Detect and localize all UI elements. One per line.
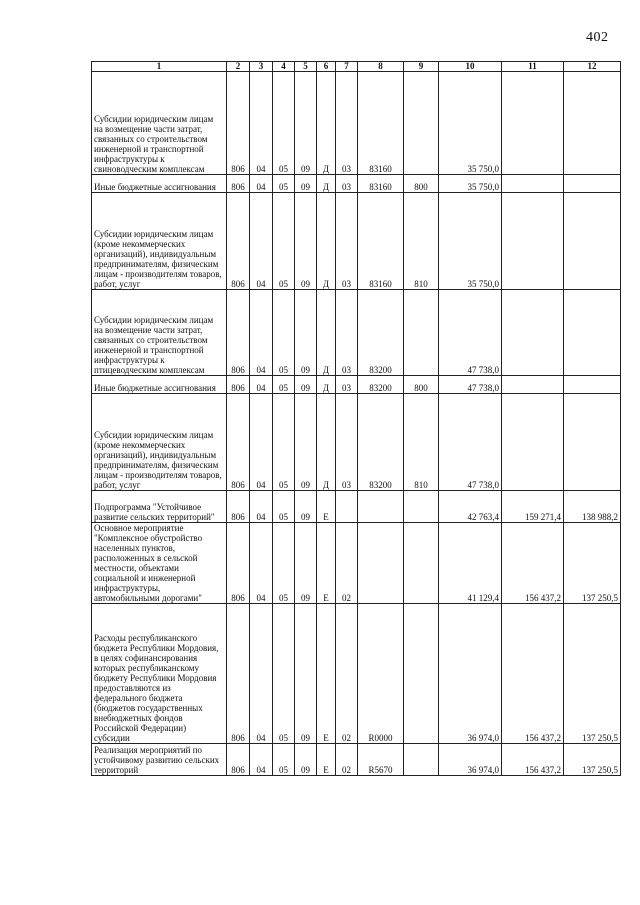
cell-c2: 806 bbox=[227, 290, 250, 376]
cell-c12: 138 988,2 bbox=[564, 491, 621, 523]
cell-c4: 05 bbox=[273, 175, 295, 193]
cell-c9: 810 bbox=[404, 193, 439, 290]
cell-c6: Е bbox=[317, 523, 336, 604]
cell-c12: 137 250,5 bbox=[564, 523, 621, 604]
cell-c2: 806 bbox=[227, 744, 250, 776]
cell-c12 bbox=[564, 290, 621, 376]
cell-c9 bbox=[404, 290, 439, 376]
cell-c3: 04 bbox=[250, 290, 273, 376]
table-row bbox=[92, 394, 621, 491]
table-row bbox=[92, 744, 621, 776]
cell-c9: 800 bbox=[404, 376, 439, 394]
cell-c2: 806 bbox=[227, 394, 250, 491]
row-name: Основное мероприятие "Комплексное обустройство населенных пунктов, расположенных в сельской местности, объектами социальной и инженерной инфраструктуры, автомобильными дорогами" bbox=[92, 523, 227, 604]
cell-c3: 04 bbox=[250, 604, 273, 744]
cell-c4: 05 bbox=[273, 744, 295, 776]
cell-c8: 83160 bbox=[358, 175, 404, 193]
cell-c4: 05 bbox=[273, 491, 295, 523]
cell-c10: 47 738,0 bbox=[439, 290, 502, 376]
cell-c8: R0000 bbox=[358, 604, 404, 744]
cell-c5: 09 bbox=[295, 175, 317, 193]
cell-c6: Е bbox=[317, 744, 336, 776]
cell-c12 bbox=[564, 72, 621, 175]
col-header: 5 bbox=[295, 62, 317, 72]
cell-c6: Д bbox=[317, 394, 336, 491]
cell-c3: 04 bbox=[250, 175, 273, 193]
cell-c7: 03 bbox=[336, 290, 358, 376]
cell-c2: 806 bbox=[227, 604, 250, 744]
cell-c9 bbox=[404, 491, 439, 523]
cell-c5: 09 bbox=[295, 744, 317, 776]
cell-c2: 806 bbox=[227, 491, 250, 523]
cell-c8: 83200 bbox=[358, 376, 404, 394]
cell-c11: 156 437,2 bbox=[502, 523, 564, 604]
cell-c11 bbox=[502, 376, 564, 394]
cell-c7: 03 bbox=[336, 193, 358, 290]
table-row bbox=[92, 175, 621, 193]
table-row bbox=[92, 523, 621, 604]
row-name: Субсидии юридическим лицам (кроме некоммерческих организаций), индивидуальным предпринимателям, физическим лицам - производителям товаров, работ, услуг bbox=[92, 394, 227, 491]
row-name: Реализация мероприятий по устойчивому развитию сельских территорий bbox=[92, 744, 227, 776]
cell-c2: 806 bbox=[227, 523, 250, 604]
cell-c4: 05 bbox=[273, 394, 295, 491]
cell-c2: 806 bbox=[227, 175, 250, 193]
col-header: 7 bbox=[336, 62, 358, 72]
cell-c7: 02 bbox=[336, 744, 358, 776]
cell-c10: 47 738,0 bbox=[439, 376, 502, 394]
cell-c12 bbox=[564, 175, 621, 193]
row-name: Подпрограмма "Устойчивое развитие сельских территорий" bbox=[92, 491, 227, 523]
cell-c4: 05 bbox=[273, 193, 295, 290]
cell-c4: 05 bbox=[273, 290, 295, 376]
cell-c3: 04 bbox=[250, 72, 273, 175]
cell-c10: 35 750,0 bbox=[439, 175, 502, 193]
page-number: 402 bbox=[586, 30, 609, 45]
cell-c10: 36 974,0 bbox=[439, 604, 502, 744]
cell-c8: 83160 bbox=[358, 72, 404, 175]
cell-c4: 05 bbox=[273, 376, 295, 394]
cell-c10: 41 129,4 bbox=[439, 523, 502, 604]
cell-c9 bbox=[404, 72, 439, 175]
cell-c5: 09 bbox=[295, 604, 317, 744]
cell-c5: 09 bbox=[295, 491, 317, 523]
cell-c7: 03 bbox=[336, 175, 358, 193]
cell-c12: 137 250,5 bbox=[564, 744, 621, 776]
cell-c12 bbox=[564, 193, 621, 290]
row-name: Расходы республиканского бюджета Республики Мордовия, в целях софинансирования которых республиканскому бюджету Республики Мордовия предоставляются из федерального бюджета (бюджетов государственных внебюджетных фондов Российской Федерации) субсидии bbox=[92, 604, 227, 744]
cell-c10: 35 750,0 bbox=[439, 193, 502, 290]
table-row bbox=[92, 604, 621, 744]
row-name: Субсидии юридическим лицам (кроме некоммерческих организаций), индивидуальным предпринимателям, физическим лицам - производителям товаров, работ, услуг bbox=[92, 193, 227, 290]
cell-c3: 04 bbox=[250, 394, 273, 491]
cell-c11: 156 437,2 bbox=[502, 744, 564, 776]
table-row bbox=[92, 491, 621, 523]
cell-c7: 02 bbox=[336, 523, 358, 604]
cell-c8 bbox=[358, 491, 404, 523]
cell-c11 bbox=[502, 175, 564, 193]
cell-c12: 137 250,5 bbox=[564, 604, 621, 744]
cell-c3: 04 bbox=[250, 376, 273, 394]
cell-c5: 09 bbox=[295, 193, 317, 290]
header-row bbox=[92, 62, 621, 72]
cell-c7: 03 bbox=[336, 72, 358, 175]
cell-c8 bbox=[358, 523, 404, 604]
cell-c4: 05 bbox=[273, 72, 295, 175]
budget-table bbox=[91, 61, 621, 776]
cell-c9 bbox=[404, 604, 439, 744]
cell-c7: 03 bbox=[336, 394, 358, 491]
col-header: 11 bbox=[502, 62, 564, 72]
cell-c8: 83200 bbox=[358, 290, 404, 376]
cell-c5: 09 bbox=[295, 290, 317, 376]
cell-c12 bbox=[564, 376, 621, 394]
cell-c6: Д bbox=[317, 72, 336, 175]
cell-c3: 04 bbox=[250, 193, 273, 290]
cell-c8: R5670 bbox=[358, 744, 404, 776]
cell-c5: 09 bbox=[295, 394, 317, 491]
table-row bbox=[92, 72, 621, 175]
cell-c9: 810 bbox=[404, 394, 439, 491]
cell-c8: 83160 bbox=[358, 193, 404, 290]
cell-c4: 05 bbox=[273, 523, 295, 604]
cell-c6: Д bbox=[317, 376, 336, 394]
cell-c12 bbox=[564, 394, 621, 491]
table-row bbox=[92, 290, 621, 376]
col-header: 3 bbox=[250, 62, 273, 72]
cell-c7: 02 bbox=[336, 604, 358, 744]
col-header: 4 bbox=[273, 62, 295, 72]
cell-c9 bbox=[404, 744, 439, 776]
cell-c11: 159 271,4 bbox=[502, 491, 564, 523]
cell-c3: 04 bbox=[250, 744, 273, 776]
col-header: 1 bbox=[92, 62, 227, 72]
cell-c11: 156 437,2 bbox=[502, 604, 564, 744]
cell-c9 bbox=[404, 523, 439, 604]
table-row bbox=[92, 376, 621, 394]
row-name: Иные бюджетные ассигнования bbox=[92, 376, 227, 394]
cell-c3: 04 bbox=[250, 491, 273, 523]
cell-c7: 03 bbox=[336, 376, 358, 394]
cell-c2: 806 bbox=[227, 376, 250, 394]
cell-c10: 47 738,0 bbox=[439, 394, 502, 491]
cell-c11 bbox=[502, 394, 564, 491]
col-header: 8 bbox=[358, 62, 404, 72]
cell-c5: 09 bbox=[295, 376, 317, 394]
cell-c6: Д bbox=[317, 193, 336, 290]
col-header: 9 bbox=[404, 62, 439, 72]
col-header: 10 bbox=[439, 62, 502, 72]
cell-c5: 09 bbox=[295, 523, 317, 604]
cell-c4: 05 bbox=[273, 604, 295, 744]
cell-c8: 83200 bbox=[358, 394, 404, 491]
cell-c3: 04 bbox=[250, 523, 273, 604]
cell-c2: 806 bbox=[227, 72, 250, 175]
table-body bbox=[92, 72, 621, 776]
cell-c11 bbox=[502, 290, 564, 376]
cell-c10: 36 974,0 bbox=[439, 744, 502, 776]
cell-c6: Е bbox=[317, 604, 336, 744]
cell-c6: Д bbox=[317, 175, 336, 193]
row-name: Субсидии юридическим лицам на возмещение части затрат, связанных со строительством инженерной и транспортной инфраструктуры к птицеводческим комплексам bbox=[92, 290, 227, 376]
table-row bbox=[92, 193, 621, 290]
cell-c2: 806 bbox=[227, 193, 250, 290]
cell-c9: 800 bbox=[404, 175, 439, 193]
cell-c10: 42 763,4 bbox=[439, 491, 502, 523]
col-header: 2 bbox=[227, 62, 250, 72]
col-header: 12 bbox=[564, 62, 621, 72]
cell-c11 bbox=[502, 193, 564, 290]
col-header: 6 bbox=[317, 62, 336, 72]
cell-c6: Д bbox=[317, 290, 336, 376]
row-name: Субсидии юридическим лицам на возмещение части затрат, связанных со строительством инженерной и транспортной инфраструктуры к свиноводческим комплексам bbox=[92, 72, 227, 175]
row-name: Иные бюджетные ассигнования bbox=[92, 175, 227, 193]
cell-c11 bbox=[502, 72, 564, 175]
cell-c10: 35 750,0 bbox=[439, 72, 502, 175]
cell-c5: 09 bbox=[295, 72, 317, 175]
cell-c6: Е bbox=[317, 491, 336, 523]
cell-c7 bbox=[336, 491, 358, 523]
